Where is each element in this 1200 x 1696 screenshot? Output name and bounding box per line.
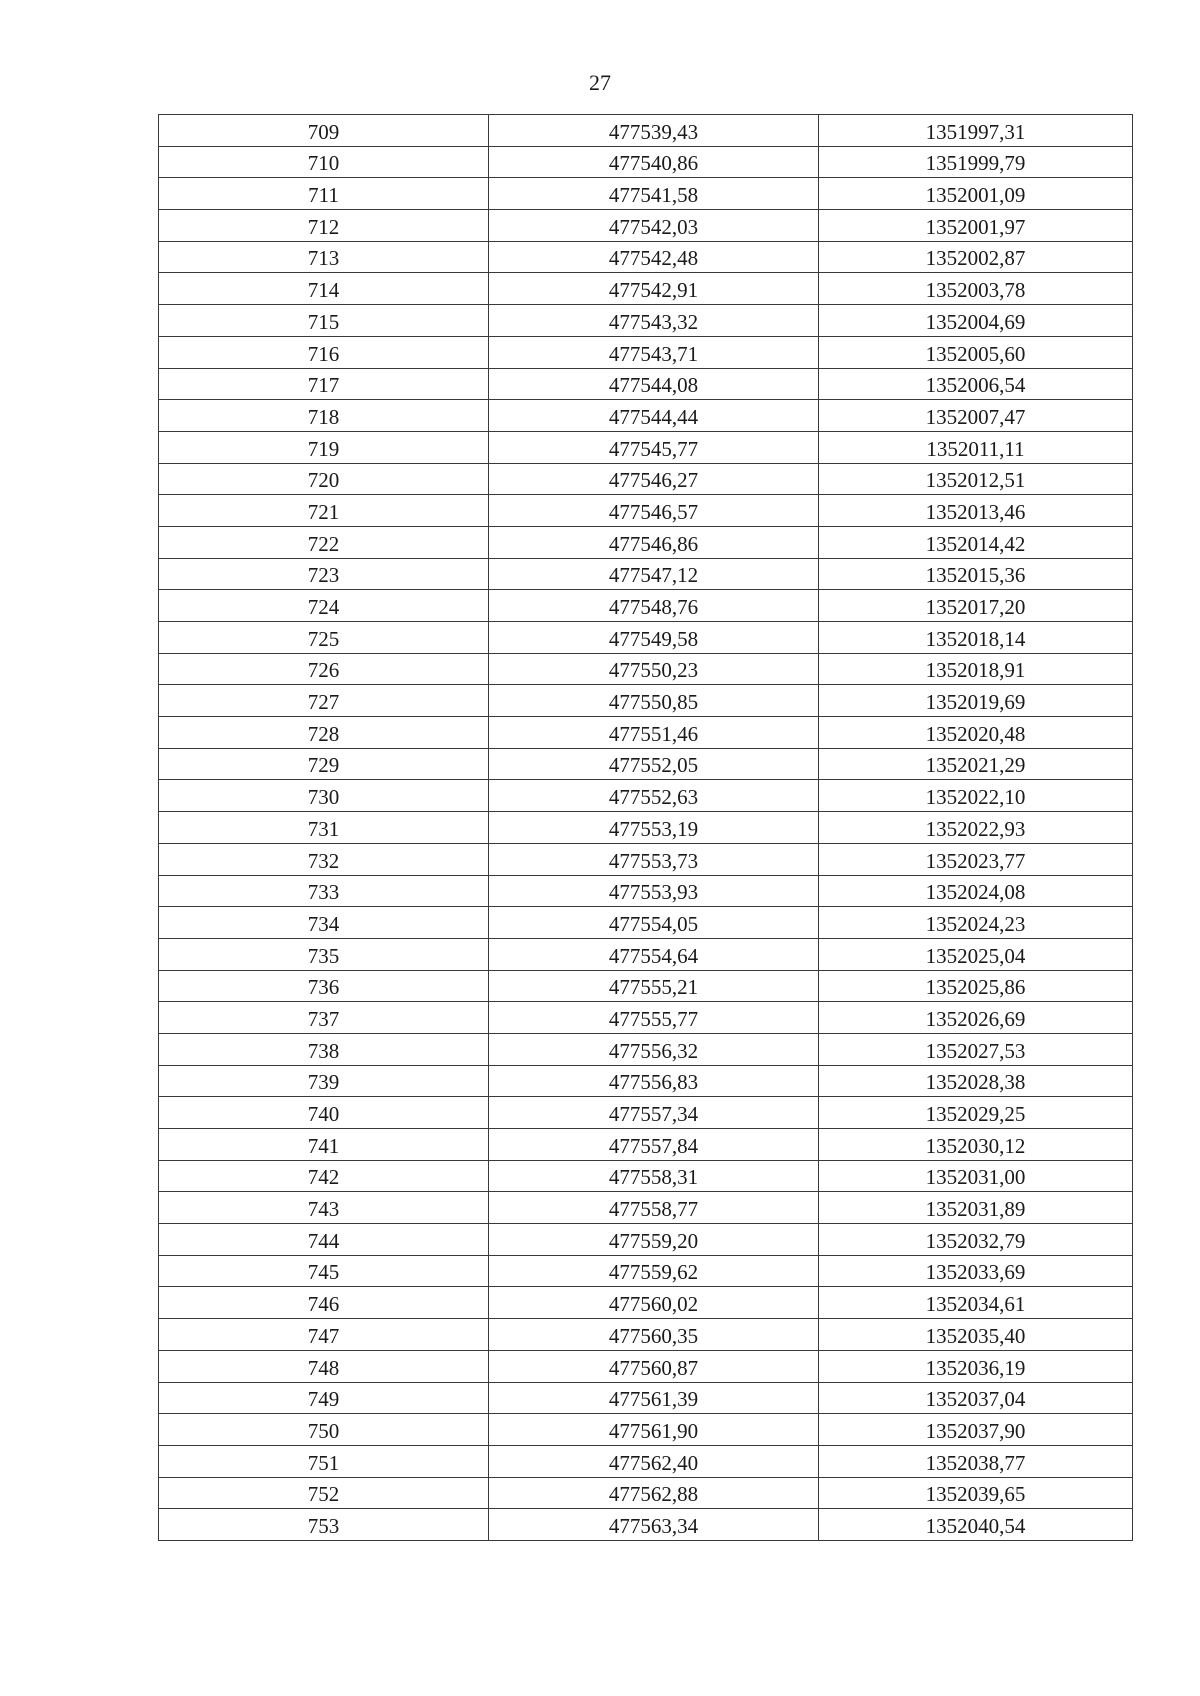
y-coordinate-cell: 1352024,23 — [819, 907, 1133, 939]
y-coordinate-cell: 1352032,79 — [819, 1224, 1133, 1256]
table-row — [159, 907, 1133, 939]
x-coordinate-cell: 477547,12 — [489, 558, 819, 590]
point-number-cell: 734 — [159, 907, 489, 939]
x-coordinate-cell: 477553,93 — [489, 875, 819, 907]
y-coordinate-cell: 1352038,77 — [819, 1445, 1133, 1477]
x-coordinate-cell: 477559,62 — [489, 1255, 819, 1287]
y-coordinate-cell: 1352037,04 — [819, 1382, 1133, 1414]
table-row — [159, 400, 1133, 432]
y-coordinate-cell: 1352033,69 — [819, 1255, 1133, 1287]
x-coordinate-cell: 477545,77 — [489, 431, 819, 463]
coordinates-table-body — [159, 115, 1133, 1541]
x-coordinate-cell: 477562,40 — [489, 1445, 819, 1477]
x-coordinate-cell: 477553,73 — [489, 843, 819, 875]
page-number: 27 — [589, 70, 611, 95]
point-number-cell: 725 — [159, 622, 489, 654]
point-number-cell: 728 — [159, 717, 489, 749]
y-coordinate-cell: 1352022,93 — [819, 812, 1133, 844]
point-number-cell: 732 — [159, 843, 489, 875]
point-number-cell: 746 — [159, 1287, 489, 1319]
x-coordinate-cell: 477558,77 — [489, 1192, 819, 1224]
x-coordinate-cell: 477544,08 — [489, 368, 819, 400]
table-row — [159, 431, 1133, 463]
x-coordinate-cell: 477551,46 — [489, 717, 819, 749]
point-number-cell: 749 — [159, 1382, 489, 1414]
table-row — [159, 305, 1133, 337]
x-coordinate-cell: 477542,03 — [489, 210, 819, 242]
table-row — [159, 241, 1133, 273]
y-coordinate-cell: 1352020,48 — [819, 717, 1133, 749]
x-coordinate-cell: 477557,84 — [489, 1129, 819, 1161]
table-row — [159, 1255, 1133, 1287]
x-coordinate-cell: 477544,44 — [489, 400, 819, 432]
table-row — [159, 146, 1133, 178]
x-coordinate-cell: 477560,35 — [489, 1319, 819, 1351]
table-row — [159, 653, 1133, 685]
y-coordinate-cell: 1352030,12 — [819, 1129, 1133, 1161]
y-coordinate-cell: 1352014,42 — [819, 526, 1133, 558]
table-row — [159, 336, 1133, 368]
table-row — [159, 685, 1133, 717]
y-coordinate-cell: 1352002,87 — [819, 241, 1133, 273]
table-row — [159, 1414, 1133, 1446]
table-row — [159, 622, 1133, 654]
point-number-cell: 753 — [159, 1509, 489, 1541]
x-coordinate-cell: 477549,58 — [489, 622, 819, 654]
point-number-cell: 717 — [159, 368, 489, 400]
y-coordinate-cell: 1352001,09 — [819, 178, 1133, 210]
table-row — [159, 1287, 1133, 1319]
table-row — [159, 1319, 1133, 1351]
x-coordinate-cell: 477548,76 — [489, 590, 819, 622]
point-number-cell: 733 — [159, 875, 489, 907]
x-coordinate-cell: 477555,77 — [489, 1002, 819, 1034]
table-row — [159, 748, 1133, 780]
x-coordinate-cell: 477560,87 — [489, 1350, 819, 1382]
table-row — [159, 875, 1133, 907]
y-coordinate-cell: 1352037,90 — [819, 1414, 1133, 1446]
y-coordinate-cell: 1352036,19 — [819, 1350, 1133, 1382]
table-row — [159, 210, 1133, 242]
table-row — [159, 463, 1133, 495]
x-coordinate-cell: 477561,90 — [489, 1414, 819, 1446]
table-row — [159, 495, 1133, 527]
y-coordinate-cell: 1352007,47 — [819, 400, 1133, 432]
y-coordinate-cell: 1352013,46 — [819, 495, 1133, 527]
table-row — [159, 1065, 1133, 1097]
x-coordinate-cell: 477543,71 — [489, 336, 819, 368]
x-coordinate-cell: 477553,19 — [489, 812, 819, 844]
table-row — [159, 970, 1133, 1002]
point-number-cell: 715 — [159, 305, 489, 337]
table-row — [159, 1033, 1133, 1065]
table-row — [159, 178, 1133, 210]
table-row — [159, 1477, 1133, 1509]
table-row — [159, 1382, 1133, 1414]
y-coordinate-cell: 1352018,14 — [819, 622, 1133, 654]
point-number-cell: 710 — [159, 146, 489, 178]
x-coordinate-cell: 477556,83 — [489, 1065, 819, 1097]
table-row — [159, 938, 1133, 970]
x-coordinate-cell: 477557,34 — [489, 1097, 819, 1129]
y-coordinate-cell: 1352015,36 — [819, 558, 1133, 590]
y-coordinate-cell: 1352003,78 — [819, 273, 1133, 305]
y-coordinate-cell: 1352028,38 — [819, 1065, 1133, 1097]
y-coordinate-cell: 1352027,53 — [819, 1033, 1133, 1065]
x-coordinate-cell: 477550,85 — [489, 685, 819, 717]
table-row — [159, 1160, 1133, 1192]
table-row — [159, 1445, 1133, 1477]
table-row — [159, 273, 1133, 305]
point-number-cell: 729 — [159, 748, 489, 780]
table-row — [159, 368, 1133, 400]
table-row — [159, 812, 1133, 844]
y-coordinate-cell: 1352029,25 — [819, 1097, 1133, 1129]
y-coordinate-cell: 1352026,69 — [819, 1002, 1133, 1034]
point-number-cell: 720 — [159, 463, 489, 495]
point-number-cell: 731 — [159, 812, 489, 844]
y-coordinate-cell: 1351999,79 — [819, 146, 1133, 178]
x-coordinate-cell: 477555,21 — [489, 970, 819, 1002]
point-number-cell: 752 — [159, 1477, 489, 1509]
y-coordinate-cell: 1352021,29 — [819, 748, 1133, 780]
point-number-cell: 741 — [159, 1129, 489, 1161]
table-row — [159, 558, 1133, 590]
x-coordinate-cell: 477552,63 — [489, 780, 819, 812]
point-number-cell: 736 — [159, 970, 489, 1002]
y-coordinate-cell: 1352017,20 — [819, 590, 1133, 622]
y-coordinate-cell: 1352022,10 — [819, 780, 1133, 812]
table-row — [159, 1097, 1133, 1129]
x-coordinate-cell: 477541,58 — [489, 178, 819, 210]
point-number-cell: 723 — [159, 558, 489, 590]
y-coordinate-cell: 1352019,69 — [819, 685, 1133, 717]
point-number-cell: 713 — [159, 241, 489, 273]
x-coordinate-cell: 477552,05 — [489, 748, 819, 780]
point-number-cell: 748 — [159, 1350, 489, 1382]
x-coordinate-cell: 477562,88 — [489, 1477, 819, 1509]
y-coordinate-cell: 1352031,89 — [819, 1192, 1133, 1224]
y-coordinate-cell: 1352040,54 — [819, 1509, 1133, 1541]
x-coordinate-cell: 477559,20 — [489, 1224, 819, 1256]
table-row — [159, 590, 1133, 622]
y-coordinate-cell: 1352012,51 — [819, 463, 1133, 495]
x-coordinate-cell: 477546,86 — [489, 526, 819, 558]
point-number-cell: 742 — [159, 1160, 489, 1192]
x-coordinate-cell: 477558,31 — [489, 1160, 819, 1192]
point-number-cell: 727 — [159, 685, 489, 717]
y-coordinate-cell: 1352011,11 — [819, 431, 1133, 463]
y-coordinate-cell: 1352025,04 — [819, 938, 1133, 970]
point-number-cell: 747 — [159, 1319, 489, 1351]
y-coordinate-cell: 1351997,31 — [819, 115, 1133, 147]
table-row — [159, 1350, 1133, 1382]
y-coordinate-cell: 1352001,97 — [819, 210, 1133, 242]
x-coordinate-cell: 477539,43 — [489, 115, 819, 147]
point-number-cell: 719 — [159, 431, 489, 463]
point-number-cell: 711 — [159, 178, 489, 210]
table-row — [159, 115, 1133, 147]
table-row — [159, 717, 1133, 749]
y-coordinate-cell: 1352006,54 — [819, 368, 1133, 400]
point-number-cell: 730 — [159, 780, 489, 812]
y-coordinate-cell: 1352031,00 — [819, 1160, 1133, 1192]
table-row — [159, 1129, 1133, 1161]
y-coordinate-cell: 1352039,65 — [819, 1477, 1133, 1509]
y-coordinate-cell: 1352023,77 — [819, 843, 1133, 875]
point-number-cell: 709 — [159, 115, 489, 147]
point-number-cell: 712 — [159, 210, 489, 242]
x-coordinate-cell: 477561,39 — [489, 1382, 819, 1414]
x-coordinate-cell: 477560,02 — [489, 1287, 819, 1319]
x-coordinate-cell: 477550,23 — [489, 653, 819, 685]
point-number-cell: 739 — [159, 1065, 489, 1097]
table-row — [159, 1002, 1133, 1034]
point-number-cell: 735 — [159, 938, 489, 970]
y-coordinate-cell: 1352034,61 — [819, 1287, 1133, 1319]
point-number-cell: 745 — [159, 1255, 489, 1287]
y-coordinate-cell: 1352004,69 — [819, 305, 1133, 337]
point-number-cell: 750 — [159, 1414, 489, 1446]
point-number-cell: 714 — [159, 273, 489, 305]
y-coordinate-cell: 1352035,40 — [819, 1319, 1133, 1351]
table-row — [159, 843, 1133, 875]
point-number-cell: 738 — [159, 1033, 489, 1065]
point-number-cell: 726 — [159, 653, 489, 685]
point-number-cell: 744 — [159, 1224, 489, 1256]
x-coordinate-cell: 477554,05 — [489, 907, 819, 939]
table-row — [159, 780, 1133, 812]
table-row — [159, 526, 1133, 558]
y-coordinate-cell: 1352025,86 — [819, 970, 1133, 1002]
point-number-cell: 751 — [159, 1445, 489, 1477]
point-number-cell: 740 — [159, 1097, 489, 1129]
x-coordinate-cell: 477543,32 — [489, 305, 819, 337]
table-row — [159, 1509, 1133, 1541]
x-coordinate-cell: 477546,27 — [489, 463, 819, 495]
table-row — [159, 1192, 1133, 1224]
point-number-cell: 722 — [159, 526, 489, 558]
point-number-cell: 737 — [159, 1002, 489, 1034]
x-coordinate-cell: 477556,32 — [489, 1033, 819, 1065]
x-coordinate-cell: 477540,86 — [489, 146, 819, 178]
point-number-cell: 743 — [159, 1192, 489, 1224]
x-coordinate-cell: 477542,91 — [489, 273, 819, 305]
point-number-cell: 716 — [159, 336, 489, 368]
table-row — [159, 1224, 1133, 1256]
point-number-cell: 724 — [159, 590, 489, 622]
x-coordinate-cell: 477546,57 — [489, 495, 819, 527]
point-number-cell: 718 — [159, 400, 489, 432]
y-coordinate-cell: 1352024,08 — [819, 875, 1133, 907]
x-coordinate-cell: 477542,48 — [489, 241, 819, 273]
coordinates-table — [158, 114, 1133, 1541]
x-coordinate-cell: 477554,64 — [489, 938, 819, 970]
x-coordinate-cell: 477563,34 — [489, 1509, 819, 1541]
point-number-cell: 721 — [159, 495, 489, 527]
y-coordinate-cell: 1352005,60 — [819, 336, 1133, 368]
y-coordinate-cell: 1352018,91 — [819, 653, 1133, 685]
